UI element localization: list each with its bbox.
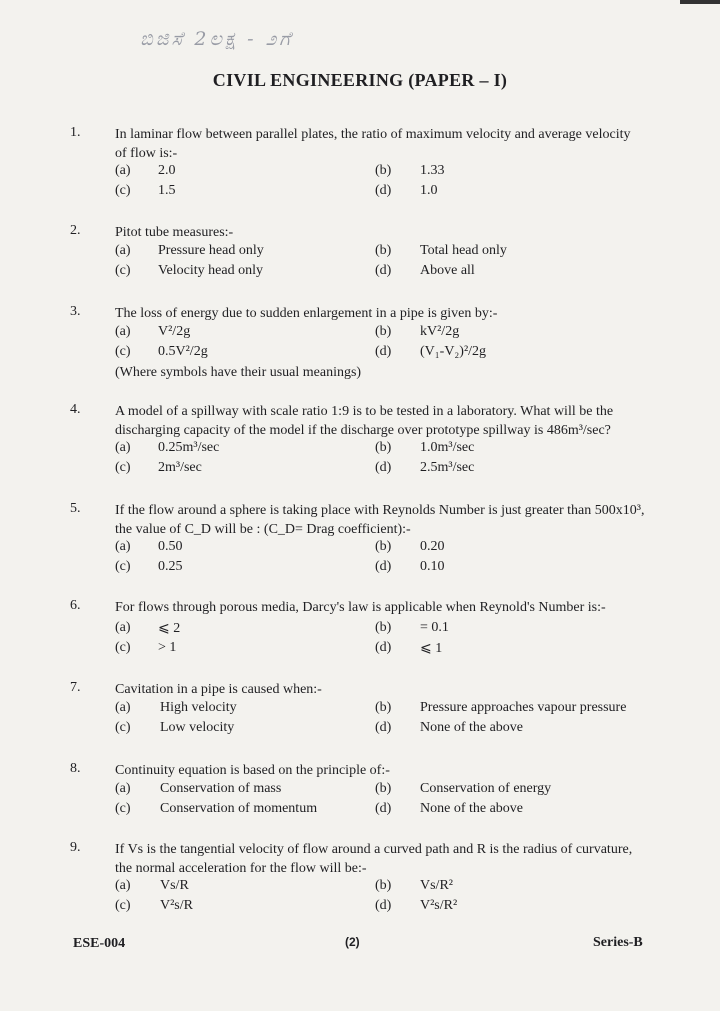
question-text: The loss of energy due to sudden enlargement in a pipe is given by:- [115, 306, 498, 321]
option-label: (a) [115, 243, 131, 258]
option-c: Velocity head only [158, 263, 263, 278]
option-label: (c) [115, 640, 131, 655]
option-label: (a) [115, 700, 131, 715]
option-label: (c) [115, 344, 131, 359]
option-c: 1.5 [158, 183, 176, 198]
option-d: ⩽ 1 [420, 641, 443, 656]
question-number: 2. [70, 223, 81, 238]
question-text: If the flow around a sphere is taking place with Reynolds Number is just greater than 500x10³, the value of C_D will be : (C_D= Drag coefficient):- [115, 503, 645, 537]
option-c: V²s/R [160, 898, 193, 913]
page-number: (2) [345, 935, 360, 949]
question-text: For flows through porous media, Darcy's law is applicable when Reynold's Number is:- [115, 600, 606, 615]
option-b: Pressure approaches vapour pressure [420, 700, 627, 715]
option-b: Total head only [420, 243, 507, 258]
option-a: 0.25m³/sec [158, 440, 220, 455]
option-label: (a) [115, 539, 131, 554]
option-label: (b) [375, 620, 392, 635]
option-label: (c) [115, 263, 131, 278]
option-d: (V₁-V₂)²/2g [420, 344, 487, 359]
option-label: (c) [115, 559, 131, 574]
question-number: 8. [70, 761, 81, 776]
option-label: (b) [375, 878, 392, 893]
option-d: Above all [420, 263, 475, 278]
option-label: (b) [375, 324, 392, 339]
question-text: Pitot tube measures:- [115, 225, 234, 240]
option-b: Vs/R² [420, 878, 453, 893]
option-label: (b) [375, 243, 392, 258]
option-label: (a) [115, 781, 131, 796]
option-label: (d) [375, 559, 392, 574]
option-b: = 0.1 [420, 620, 449, 635]
option-label: (b) [375, 163, 392, 178]
question-text: Continuity equation is based on the principle of:- [115, 763, 390, 778]
option-label: (a) [115, 324, 131, 339]
option-label: (c) [115, 720, 131, 735]
question-number: 5. [70, 501, 81, 516]
option-label: (a) [115, 163, 131, 178]
option-label: (a) [115, 620, 131, 635]
question-number: 7. [70, 680, 81, 695]
option-a: Conservation of mass [160, 781, 282, 796]
option-d: 2.5m³/sec [420, 460, 475, 475]
option-a: High velocity [160, 700, 237, 715]
option-b: kV²/2g [420, 324, 460, 339]
question-note: (Where symbols have their usual meanings) [115, 365, 362, 380]
question-number: 1. [70, 125, 81, 140]
page-title: CIVIL ENGINEERING (PAPER – I) [212, 70, 508, 90]
option-label: (d) [375, 183, 392, 198]
option-d: 0.10 [420, 559, 445, 574]
option-b: Conservation of energy [420, 781, 552, 796]
option-c: 0.5V²/2g [158, 344, 208, 359]
option-c: > 1 [158, 640, 177, 655]
option-b: 1.33 [420, 163, 445, 178]
option-b: 1.0m³/sec [420, 440, 475, 455]
option-label: (d) [375, 263, 392, 278]
option-label: (d) [375, 720, 392, 735]
option-label: (d) [375, 898, 392, 913]
question-number: 9. [70, 840, 81, 855]
option-label: (d) [375, 460, 392, 475]
option-a: Vs/R [160, 878, 189, 893]
series-label: Series-B [593, 935, 643, 950]
option-a: ⩽ 2 [158, 621, 181, 636]
option-label: (c) [115, 801, 131, 816]
question-text: Cavitation in a pipe is caused when:- [115, 682, 322, 697]
option-a: 2.0 [158, 163, 176, 178]
option-label: (a) [115, 440, 131, 455]
option-c: 0.25 [158, 559, 183, 574]
edge-mark [680, 0, 720, 4]
question-text: In laminar flow between parallel plates, the ratio of maximum velocity and average velocity of flow is:- [115, 127, 631, 161]
option-d: 1.0 [420, 183, 438, 198]
option-c: Conservation of momentum [160, 801, 318, 816]
option-label: (a) [115, 878, 131, 893]
option-c: Low velocity [160, 720, 235, 735]
option-label: (b) [375, 539, 392, 554]
question-number: 4. [70, 402, 81, 417]
question-number: 3. [70, 304, 81, 319]
question-text: If Vs is the tangential velocity of flow around a curved path and R is the radius of curvature, the normal acceleration for the flow will be:- [115, 842, 633, 876]
option-label: (b) [375, 700, 392, 715]
option-label: (c) [115, 460, 131, 475]
option-label: (c) [115, 898, 131, 913]
option-d: None of the above [420, 801, 524, 816]
exam-code: ESE-004 [73, 936, 126, 951]
option-label: (b) [375, 440, 392, 455]
option-d: V²s/R² [420, 898, 458, 913]
option-c: 2m³/sec [158, 460, 202, 475]
option-d: None of the above [420, 720, 524, 735]
option-label: (c) [115, 183, 131, 198]
option-label: (d) [375, 640, 392, 655]
handwritten-note: ಬಿಜಿಸೆ 2ಲಕ್ಷ - ೨ಗೆ [140, 28, 294, 50]
question-text: A model of a spillway with scale ratio 1:9 is to be tested in a laboratory. What will be the discharging capacity of the model if the discharge over prototype spillway is 486m³/sec? [115, 404, 614, 438]
option-label: (b) [375, 781, 392, 796]
option-label: (d) [375, 801, 392, 816]
option-a: Pressure head only [158, 243, 264, 258]
option-label: (d) [375, 344, 392, 359]
option-b: 0.20 [420, 539, 445, 554]
option-a: 0.50 [158, 539, 183, 554]
question-number: 6. [70, 598, 81, 613]
option-a: V²/2g [158, 324, 191, 339]
